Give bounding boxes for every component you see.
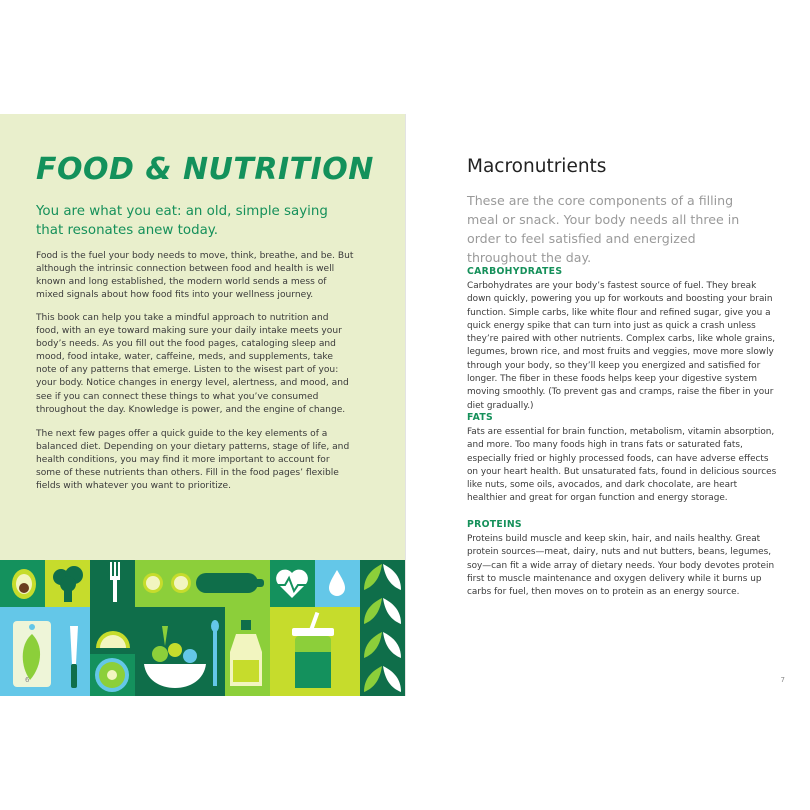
- page-title: FOOD & NUTRITION: [36, 152, 374, 187]
- body-paragraph: The next few pages offer a quick guide to the key elements of a balanced diet. Depending on your dietary patterns, stage of life, and health conditions, you may find it more important to account for some of these nutrients than others. Fill in the food pages’ flexible fields with whatever you want to prioritize.: [36, 429, 350, 492]
- carbohydrates-heading: CARBOHYDRATES: [467, 266, 563, 277]
- lead-text: These are the core components of a filling meal or snack. Your body needs all three in order to feel satisfied and energized throughout the day.: [467, 193, 740, 265]
- carbohydrates-text: Carbohydrates are your body’s fastest source of fuel. They break down quickly, powering you up for workouts and boosting your brain function. Simple carbs, like white flour and refined sugar, give you a quick energy spike that can turn into just as quick a crash unless they’re paired with other nutrients. Complex carbs, like whole grains, legumes, brown rice, and most fruits and veggies, move more slowly through your body, so they’ll keep you energized and satisfied for longer. The fiber in these foods helps keep your digestive system moving smoothly. (To prevent gas and cramps, raise the fiber in your diet gradually.): [467, 281, 776, 411]
- left-page: [0, 114, 405, 696]
- page-number: 6: [25, 676, 30, 684]
- section-title: Macronutrients: [467, 156, 607, 177]
- avocado-icon: [12, 569, 36, 599]
- body-paragraph: This book can help you take a mindful approach to nutrition and food, with an eye toward making sure your daily intake meets your body’s needs. As you fill out the food pages, cataloging sleep and mood, food intake, water, caffeine, meds, and supplements, take note of any patterns that emerge. Listen to the wisest part of you: your body. Notice changes in energy level, alertness, and mood, and see if you can connect these things to what you’ve consumed throughout the day. Knowledge is power, and the engine of change.: [36, 313, 349, 415]
- book-spread: [0, 114, 810, 696]
- page-number: 7: [780, 676, 785, 684]
- proteins-heading: PROTEINS: [467, 519, 522, 530]
- food-illustration: [0, 560, 405, 696]
- cutting-board-icon: [13, 621, 51, 687]
- fats-heading: FATS: [467, 412, 493, 423]
- fats-text: Fats are essential for brain function, metabolism, vitamin absorption, and more. Too many foods high in trans fats or saturated fats, especially fried or highly processed foods, can have adverse effects on your heart health. But unsaturated fats, found in delicious sources like nuts, some oils, avocados, and dark chocolate, are heart healthier and great for organ function and energy storage.: [467, 427, 777, 504]
- body-paragraph: Food is the fuel your body needs to move, think, breathe, and be. But although the intrinsic connection between food and health is well known and long established, the modern world sends a mess of mixed signals about how food fits into your wellness journey.: [36, 251, 354, 301]
- intro-text: You are what you eat: an old, simple saying that resonates anew today.: [36, 204, 328, 238]
- proteins-text: Proteins build muscle and keep skin, hair, and nails healthy. Great protein sources—meat, dairy, nuts and nut butters, beans, legumes, soy—can fit a wide array of dietary needs. Your body devotes protein first to muscle maintenance and oxygen delivery while it burns up carbs for fuel, then moves on to protein as an energy source.: [467, 534, 775, 598]
- kiwi-icon: [95, 658, 129, 692]
- right-page: [405, 114, 810, 696]
